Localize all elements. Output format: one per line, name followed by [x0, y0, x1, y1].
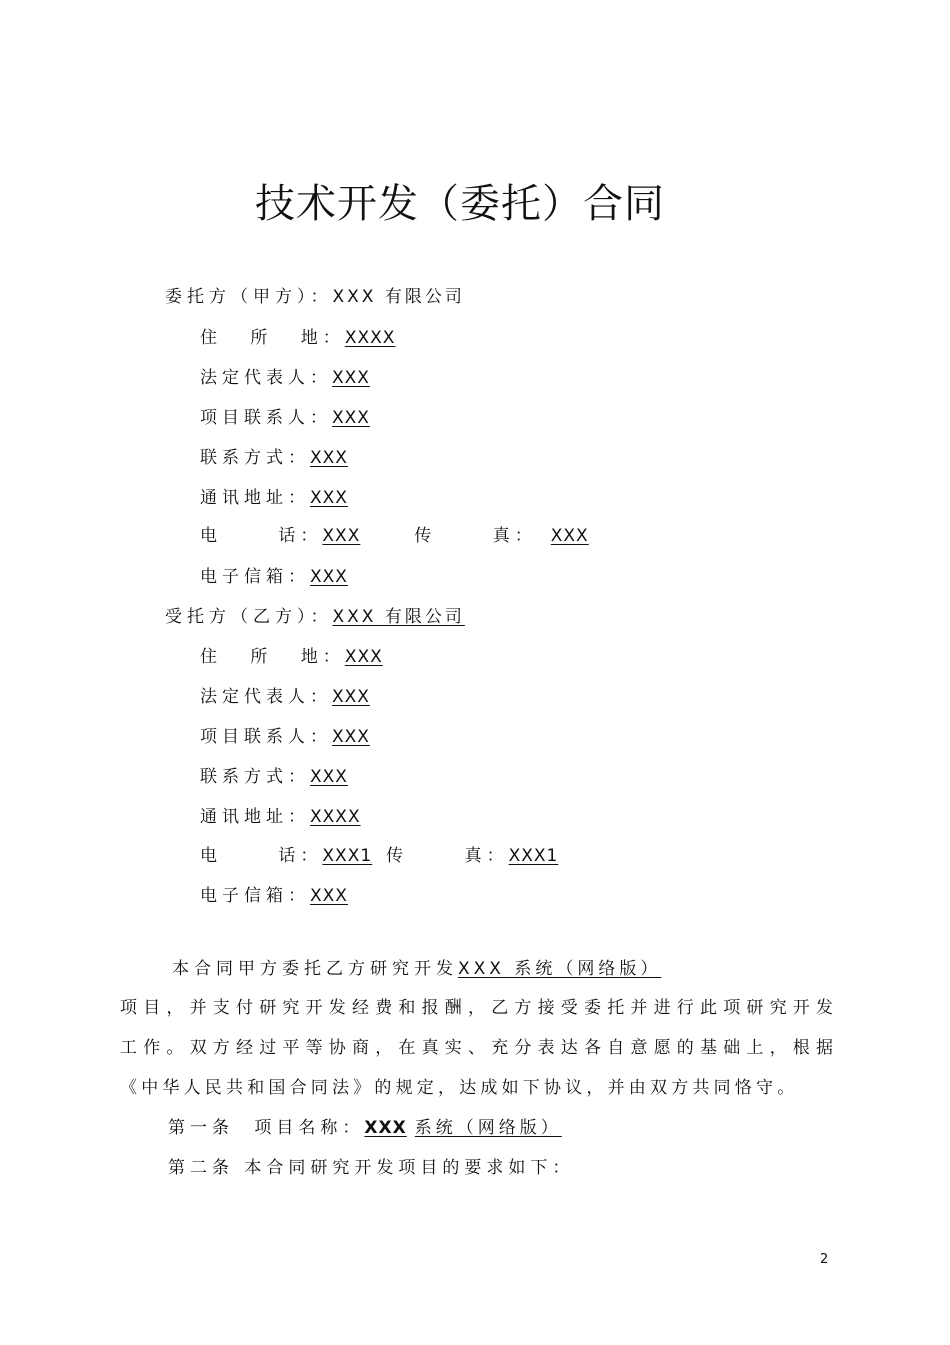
party-b-project-contact-label: 项目联系人：: [200, 727, 332, 747]
party-b-phone-fax-row: [200, 845, 558, 867]
party-b-address-value: XXX: [344, 647, 383, 667]
party-a-phone-value: XXX: [322, 526, 361, 546]
party-a-address-value: XXXX: [344, 328, 396, 348]
party-a-project-contact-row: [200, 407, 370, 429]
party-a-project-contact-value: XXX: [332, 408, 370, 428]
party-b-project-contact-row: [200, 726, 370, 748]
party-b-phone-value: XXX1: [322, 846, 373, 866]
party-b-mail-address-value: XXXX: [310, 807, 361, 827]
party-b-legal-rep-row: [200, 686, 370, 708]
party-a-email-value: XXX: [310, 567, 348, 587]
article-2: 第二条 本合同研究开发项目的要求如下：: [168, 1158, 575, 1178]
party-a-legal-rep-label: 法定代表人：: [200, 368, 332, 388]
party-a-mail-address-value: XXX: [310, 488, 348, 508]
party-a-address-label: 住 所 地：: [200, 328, 345, 348]
party-b-fax-value: XXX1: [508, 846, 559, 866]
party-b-project-contact-value: XXX: [332, 727, 370, 747]
party-b-legal-rep-label: 法定代表人：: [200, 687, 332, 707]
party-a-fax-value: XXX: [550, 526, 589, 546]
page-number: 2: [820, 1252, 829, 1267]
party-a-phone-label: 电 话：: [200, 526, 323, 546]
intro-line-3: 工作。双方经过平等协商，在真实、充分表达各自意愿的基础上，根据: [120, 1038, 840, 1058]
party-a-mail-address-label: 通讯地址：: [200, 488, 310, 508]
party-b-email-label: 电子信箱：: [200, 886, 310, 906]
party-a-email-label: 电子信箱：: [200, 567, 310, 587]
party-b-legal-rep-value: XXX: [332, 687, 370, 707]
party-a-heading: [165, 286, 465, 308]
party-a-mail-address-row: [200, 487, 348, 509]
party-a-contact-row: [200, 447, 348, 469]
party-a-address-row: [200, 327, 395, 349]
party-a-legal-rep-row: [200, 367, 370, 389]
party-a-contact-label: 联系方式：: [200, 448, 310, 468]
party-b-heading: [165, 606, 465, 628]
party-b-address-label: 住 所 地：: [200, 647, 345, 667]
party-a-email-row: [200, 566, 348, 588]
party-a-heading-label: 委托方（甲方）：: [165, 287, 333, 307]
party-b-contact-label: 联系方式：: [200, 767, 310, 787]
party-b-email-value: XXX: [310, 886, 348, 906]
party-a-contact-value: XXX: [310, 448, 348, 468]
party-b-mail-address-label: 通讯地址：: [200, 807, 310, 827]
party-a-legal-rep-value: XXX: [332, 368, 370, 388]
intro-project-name: XXX 系统（网络版）: [458, 959, 662, 979]
intro-line: [172, 958, 661, 980]
intro-line-4: 《中华人民共和国合同法》的规定，达成如下协议，并由双方共同恪守。: [120, 1078, 799, 1098]
intro-prefix: 本合同甲方委托乙方研究开发: [172, 959, 458, 979]
article-1-bold-name: XXX: [364, 1118, 407, 1138]
party-a-name: XXX 有限公司: [332, 287, 465, 307]
article-1: [168, 1117, 562, 1139]
party-b-contact-value: XXX: [310, 767, 348, 787]
party-b-mail-address-row: [200, 806, 361, 828]
party-b-address-row: [200, 646, 383, 668]
party-a-fax-label: 传 真：: [414, 526, 537, 546]
party-b-phone-label: 电 话：: [200, 846, 323, 866]
party-b-contact-row: [200, 766, 348, 788]
intro-line-2: 项目，并支付研究开发经费和报酬，乙方接受委托并进行此项研究开发: [120, 998, 840, 1018]
party-b-name: XXX 有限公司: [332, 607, 465, 627]
party-b-email-row: [200, 885, 348, 907]
party-b-heading-label: 受托方（乙方）：: [165, 607, 333, 627]
article-1-name-rest: 系统（网络版）: [414, 1118, 562, 1138]
party-b-fax-label: 传 真：: [386, 846, 509, 866]
article-1-label: 第一条 项目名称：: [168, 1118, 365, 1138]
party-a-project-contact-label: 项目联系人：: [200, 408, 332, 428]
document-title: 技术开发（委托）合同: [255, 181, 665, 227]
party-a-phone-fax-row: [200, 525, 589, 547]
